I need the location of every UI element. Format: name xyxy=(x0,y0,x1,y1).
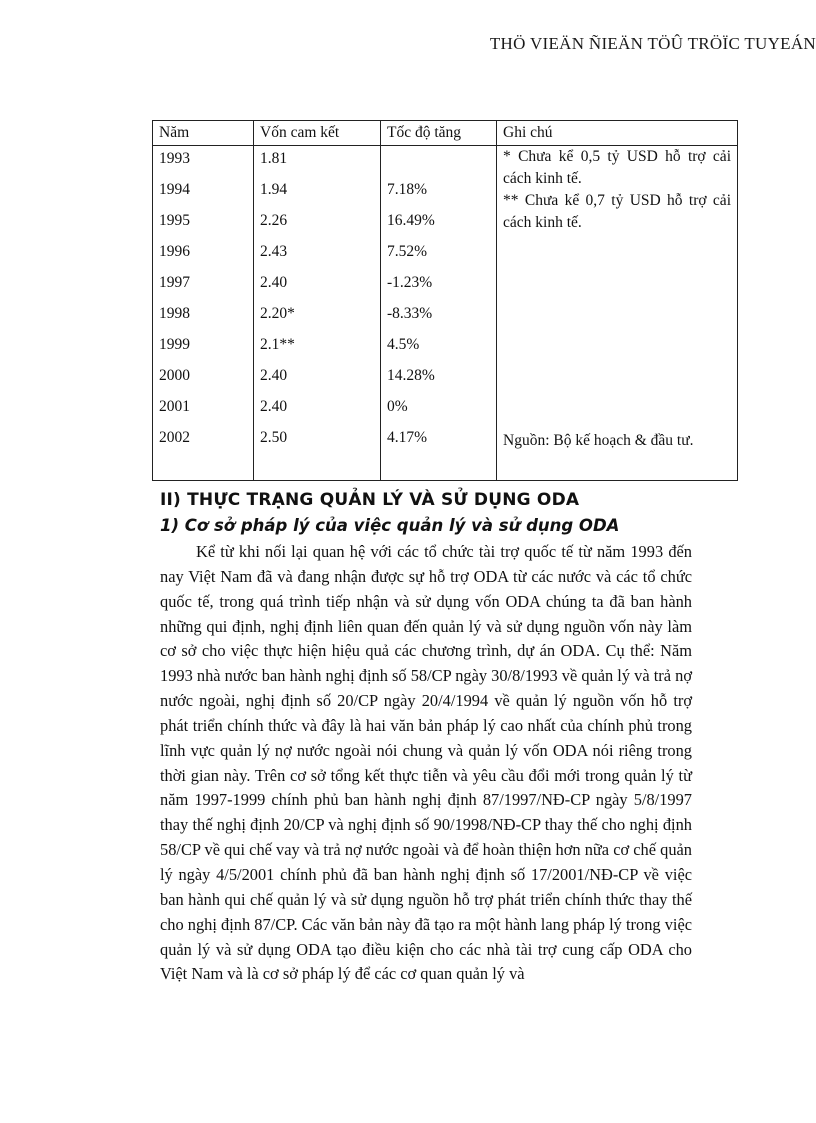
note-1: * Chưa kể 0,5 tỷ USD hỗ trợ cải cách kinh tế. xyxy=(503,148,731,187)
section-heading: II) THỰC TRẠNG QUẢN LÝ VÀ SỬ DỤNG ODA xyxy=(160,490,580,510)
table-row xyxy=(153,146,738,177)
subsection-heading: 1) Cơ sở pháp lý của việc quản lý và sử dụng ODA xyxy=(160,516,620,535)
empty-cell xyxy=(254,456,381,481)
capital-cell: 2.26 xyxy=(254,208,381,239)
growth-cell: 7.52% xyxy=(381,239,497,270)
table-header-row xyxy=(153,121,738,146)
source-note: Nguồn: Bộ kế hoạch & đầu tư. xyxy=(503,432,694,449)
year-cell: 1993 xyxy=(153,146,254,177)
notes-cell xyxy=(497,146,738,481)
capital-cell: 2.40 xyxy=(254,363,381,394)
growth-cell: 0% xyxy=(381,394,497,425)
year-cell: 1997 xyxy=(153,270,254,301)
year-cell: 1996 xyxy=(153,239,254,270)
capital-cell: 2.50 xyxy=(254,425,381,456)
body-paragraph: Kể từ khi nối lại quan hệ với các tổ chức tài trợ quốc tế từ năm 1993 đến nay Việt Nam đã và đang nhận được sự hỗ trợ ODA từ các nước và các tổ chức quốc tế, trong quá trình tiếp nhận và sử dụng vốn ODA chúng ta đã ban hành những qui định, nghị định liên quan đến quản lý và sử dụng nguồn vốn này làm cơ sở cho việc thực hiện hiệu quả các chương trình, dự án ODA. Cụ thể: Năm 1993 nhà nước ban hành nghị định số 58/CP ngày 30/8/1993 về quản lý và trả nợ nước ngoài, nghị định số 20/CP ngày 20/4/1994 về quản lý nguồn vốn hỗ trợ phát triển chính thức và đây là hai văn bản pháp lý cao nhất của chính phủ trong lĩnh vực quản lý nợ nước ngoài nói chung và quản lý vốn ODA nói riêng trong thời gian này. Trên cơ sở tổng kết thực tiễn và yêu cầu đổi mới trong quản lý từ năm 1997-1999 chính phủ ban hành nghị định 87/1997/NĐ-CP ngày 5/8/1997 thay thế nghị định 20/CP và nghị định số 90/1998/NĐ-CP thay thế cho nghị định 58/CP về qui chế vay và trả nợ nước ngoài và để hoàn thiện hơn nữa cơ chế quản lý ngày 4/5/2001 chính phủ đã ban hành nghị định số 17/2001/NĐ-CP về việc ban hành qui chế quản lý và sử dụng nguồn hỗ trợ phát triển chính thức thay thế cho nghị định 87/CP. Các văn bản này đã tạo ra một hành lang pháp lý trong việc quản lý và sử dụng ODA tạo điều kiện cho các nhà tài trợ cung cấp ODA cho Việt Nam và là cơ sở pháp lý để các cơ quan quản lý và xyxy=(160,542,692,984)
capital-cell: 1.81 xyxy=(254,146,381,177)
growth-cell: -8.33% xyxy=(381,301,497,332)
running-header: THÖ VIEÄN ÑIEÄN TÖÛ TRÖÏC TUYEÁN xyxy=(489,34,816,53)
capital-cell: 2.20* xyxy=(254,301,381,332)
growth-cell: 7.18% xyxy=(381,177,497,208)
oda-commitment-table xyxy=(152,120,738,481)
year-cell: 1998 xyxy=(153,301,254,332)
growth-cell: -1.23% xyxy=(381,270,497,301)
year-cell: 2001 xyxy=(153,394,254,425)
capital-cell: 2.40 xyxy=(254,270,381,301)
note-2: ** Chưa kể 0,7 tỷ USD hỗ trợ cải cách kinh tế. xyxy=(503,192,731,231)
growth-cell xyxy=(381,146,497,177)
column-header-growth: Tốc độ tăng xyxy=(381,121,497,146)
column-header-year: Năm xyxy=(153,121,254,146)
year-cell: 1995 xyxy=(153,208,254,239)
year-cell: 2002 xyxy=(153,425,254,456)
year-cell: 1994 xyxy=(153,177,254,208)
capital-cell: 2.1** xyxy=(254,332,381,363)
capital-cell: 2.40 xyxy=(254,394,381,425)
growth-cell: 14.28% xyxy=(381,363,497,394)
column-header-capital: Vốn cam kết xyxy=(254,121,381,146)
growth-cell: 4.17% xyxy=(381,425,497,456)
year-cell: 1999 xyxy=(153,332,254,363)
column-header-notes: Ghi chú xyxy=(497,121,738,146)
empty-cell xyxy=(381,456,497,481)
capital-cell: 2.43 xyxy=(254,239,381,270)
year-cell: 2000 xyxy=(153,363,254,394)
growth-cell: 4.5% xyxy=(381,332,497,363)
growth-cell: 16.49% xyxy=(381,208,497,239)
empty-cell xyxy=(153,456,254,481)
capital-cell: 1.94 xyxy=(254,177,381,208)
